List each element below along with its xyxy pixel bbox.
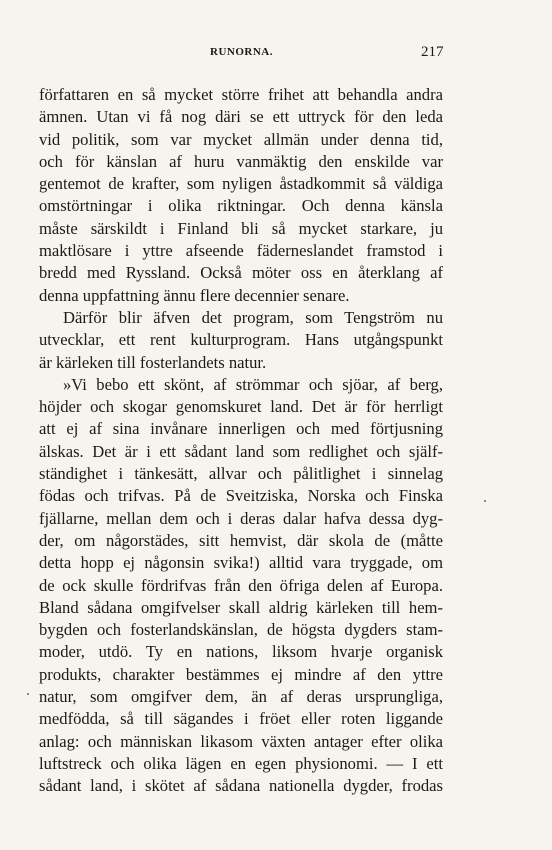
text-line: anlag: och människan likasom växten antager efter olika: [39, 731, 443, 751]
text-line: utvecklar, ett rent kulturprogram. Hans utgångspunkt: [39, 330, 443, 350]
text-line: luftstreck och olika lägen en egen physionomi. — I ett: [39, 753, 443, 773]
text-line: författaren en så mycket större frihet att behandla andra: [39, 85, 443, 104]
text-line: medfödda, så till sägandes i fröet eller roten liggande: [39, 709, 443, 729]
text-line: de ock skulle fördrifvas från den öfriga delen af Europa.: [39, 575, 443, 595]
text-line: ständighet i tänkesätt, allvar och pålitlighet i sinnelag: [39, 464, 443, 484]
paper-speck: [484, 500, 486, 502]
text-line: Därför blir äfven det program, som Tengström nu: [63, 307, 443, 327]
text-line: och för känslan af huru vanmäktig den enskilde var: [39, 151, 443, 171]
text-line: bredd med Ryssland. Också möter oss en återklang af: [39, 263, 443, 283]
text-line: natur, som omgifver dem, än af deras ursprungliga,: [39, 687, 443, 707]
text-line: gentemot de krafter, som nyligen åstadkommit så väldiga: [39, 174, 443, 194]
text-line: bygden och fosterlandskänslan, de högsta dygders stam-: [39, 620, 443, 640]
running-head: [0, 44, 552, 66]
body-text: [39, 84, 443, 798]
text-line: måste särskildt i Finland bli så mycket starkare, ju: [39, 218, 443, 238]
text-line: att ej af sina invånare innerligen och med förtjusning: [39, 419, 443, 439]
text-line: sådant land, i skötet af sådana nationella dygder, frodas: [39, 776, 443, 796]
text-line: der, om någorstädes, sitt hemvist, där skola de (måtte: [39, 530, 443, 550]
page-number: 217: [421, 44, 444, 60]
text-line: produkts, charakter bestämmes ej mindre af den yttre: [39, 664, 443, 684]
text-line: är kärleken till fosterlandets natur.: [39, 352, 267, 372]
text-line: Bland sådana omgifvelser skall aldrig kärleken till hem-: [39, 597, 443, 617]
paper-speck: [27, 693, 29, 695]
text-line: fjällarne, mellan dem och i deras dalar hafva dessa dyg-: [39, 508, 443, 528]
text-line: vid politik, som var mycket allmän under denna tid,: [39, 129, 443, 149]
text-line: »Vi bebo ett skönt, af strömmar och sjöar, af berg,: [63, 374, 443, 394]
text-line: moder, utdö. Ty en nations, liksom hvarje organisk: [39, 642, 443, 662]
text-line: ämnen. Utan vi få nog däri se ett uttryck för den leda: [39, 107, 443, 127]
text-line: denna uppfattning ännu flere decennier senare.: [39, 285, 350, 305]
text-line: maktlösare i yttre afseende fäderneslandet framstod i: [39, 241, 443, 261]
running-title: RUNORNA.: [210, 46, 273, 58]
text-line: omstörtningar i olika riktningar. Och denna känsla: [39, 196, 443, 216]
text-line: detta hopp ej någonsin svika!) alltid vara tryggade, om: [39, 553, 443, 573]
text-line: höjder och skogar genomskuret land. Det är för herrligt: [39, 397, 443, 417]
text-line: födas och trifvas. På de Sveitziska, Norska och Finska: [39, 486, 443, 506]
text-line: älskas. Det är i ett sådant land som redlighet och själf-: [39, 441, 443, 461]
